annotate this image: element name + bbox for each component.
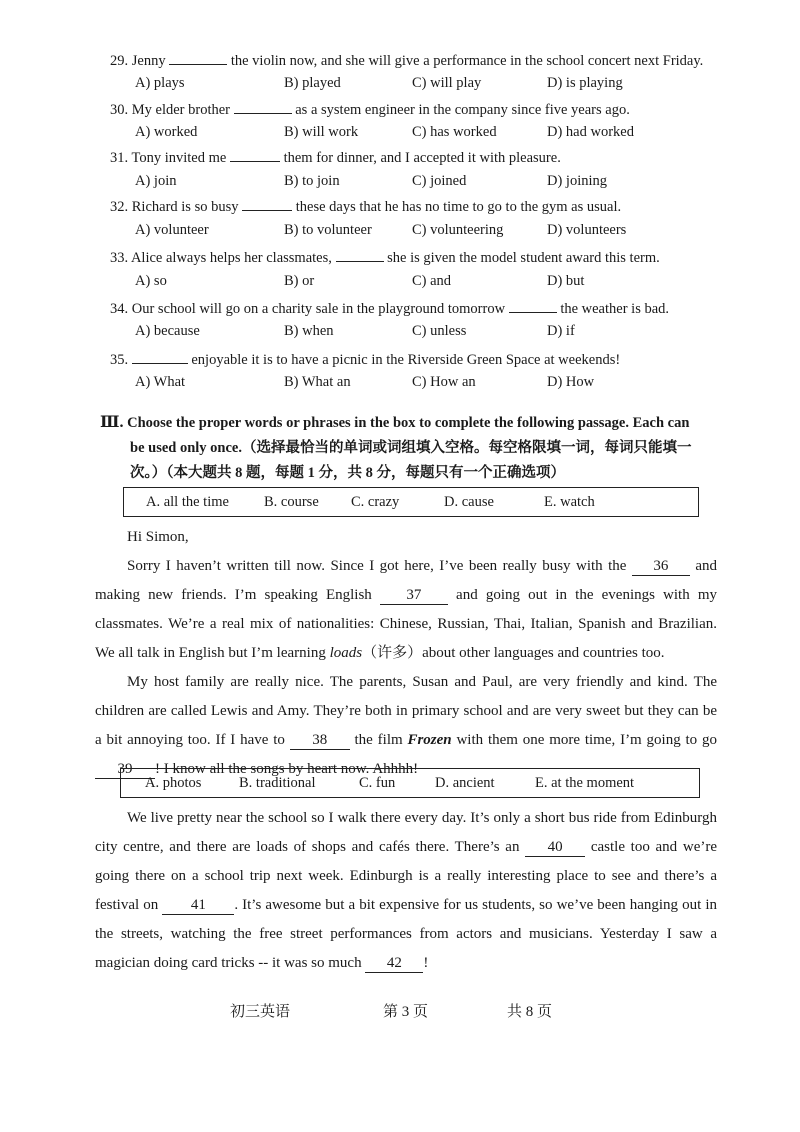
word-box-2 [120, 768, 700, 798]
option-a: A) so [135, 273, 167, 289]
footer-total-pages: 共 8 页 [507, 1004, 553, 1020]
question-35 [110, 351, 620, 369]
word-box-option: E. at the moment [535, 775, 635, 791]
paragraph-2 [95, 668, 717, 784]
option-a: A) What [135, 374, 186, 390]
word-box-option: E. watch [544, 494, 595, 510]
word-box-1 [123, 487, 699, 517]
paragraph-text: the film [354, 732, 403, 748]
paragraph-text: ! [423, 955, 429, 971]
loads-word: loads [329, 645, 363, 661]
word-box-option: C. fun [359, 775, 396, 791]
option-a: A) join [135, 173, 177, 189]
option-b: B) played [284, 75, 341, 91]
letter-greeting: Hi Simon, [127, 529, 189, 545]
question-stem-post: enjoyable it is to have a picnic in the Riverside Green Space at weekends! [191, 352, 621, 368]
answer-blank [230, 149, 280, 162]
question-stem-pre: Richard is so busy [131, 199, 239, 215]
options-33 [135, 273, 735, 293]
option-c: C) volunteering [412, 222, 504, 238]
paragraph-text: castle too and we’re going there on a school trip next week. Edinburgh is a really interesting place to see and there’s a festival on [95, 839, 717, 913]
paragraph-text: and making new friends. I’m speaking English [95, 558, 718, 603]
question-34 [110, 300, 669, 318]
blank-39: 39 [95, 760, 155, 779]
question-number: 33. [110, 250, 129, 266]
word-box-option: D. cause [444, 494, 494, 510]
question-stem-post: as a system engineer in the company since five years ago. [295, 102, 630, 118]
paragraph-text: （许多）about other languages and countries too. [362, 645, 665, 661]
blank-41: 41 [162, 896, 234, 915]
question-stem-post: these days that he has no time to go to the gym as usual. [295, 199, 622, 215]
options-30 [135, 124, 735, 144]
option-d: D) but [547, 273, 585, 289]
option-d: D) joining [547, 173, 608, 189]
options-35 [135, 374, 735, 394]
film-title: Frozen [407, 732, 452, 748]
question-32 [110, 198, 621, 216]
paragraph-3 [95, 804, 717, 978]
question-number: 30. [110, 102, 129, 118]
blank-37: 37 [380, 586, 448, 605]
paragraph-text: ! I know all the songs by heart now. Ahhhh! [155, 761, 419, 777]
question-stem-post: she is given the model student award this term. [387, 250, 660, 266]
option-a: A) worked [135, 124, 198, 140]
option-b: B) to volunteer [284, 222, 372, 238]
option-a: A) volunteer [135, 222, 209, 238]
option-c: C) joined [412, 173, 467, 189]
question-33 [110, 249, 660, 267]
answer-blank [242, 198, 292, 211]
paragraph-text: with them one more time, I’m going to go [456, 732, 717, 748]
answer-blank [336, 249, 384, 262]
question-stem-post: the weather is bad. [560, 301, 670, 317]
option-b: B) to join [284, 173, 340, 189]
paragraph-text: My host family are really nice. The parents, Susan and Paul, are very friendly and kind. The children are called Lewis and Amy. They’re both in primary school and are very sweet but they can be a bit annoying too. If I have to [95, 674, 717, 748]
options-29 [135, 75, 735, 95]
question-number: 29. [110, 53, 129, 69]
question-stem-pre: My elder brother [131, 102, 230, 118]
blank-38: 38 [290, 731, 350, 750]
question-29 [110, 52, 703, 70]
section-3-instructions [100, 410, 710, 486]
word-box-option: A. all the time [146, 494, 229, 510]
blank-42: 42 [365, 954, 423, 973]
option-b: B) when [284, 323, 334, 339]
instruction-line-2: be used only once.（选择最恰当的单词或词组填入空格。每空格限填一词，每词只能填一 [130, 440, 692, 456]
paragraph-text: Sorry I haven’t written till now. Since I got here, I’ve been really busy with the [127, 558, 627, 574]
section-numeral: Ⅲ. [100, 414, 124, 431]
question-stem-post: the violin now, and she will give a performance in the school concert next Friday. [230, 53, 704, 69]
word-box-option: A. photos [145, 775, 202, 791]
question-number: 35. [110, 352, 129, 368]
question-stem-pre: Jenny [131, 53, 166, 69]
option-b: B) or [284, 273, 315, 289]
question-stem-pre: Alice always helps her classmates, [130, 250, 332, 266]
word-box-option: B. traditional [239, 775, 316, 791]
question-stem-post: them for dinner, and I accepted it with pleasure. [283, 150, 561, 166]
footer-page-number: 第 3 页 [383, 1004, 429, 1020]
option-c: C) How an [412, 374, 476, 390]
option-b: B) will work [284, 124, 359, 140]
question-stem-pre: Our school will go on a charity sale in the playground tomorrow [131, 301, 506, 317]
option-d: D) How [547, 374, 595, 390]
blank-40: 40 [525, 838, 585, 857]
question-number: 34. [110, 301, 129, 317]
option-c: C) has worked [412, 124, 497, 140]
question-31 [110, 149, 561, 167]
options-31 [135, 173, 735, 193]
answer-blank [132, 351, 188, 364]
blank-36: 36 [632, 557, 690, 576]
instruction-line-1: Choose the proper words or phrases in the box to complete the following passage. Each can [127, 415, 690, 431]
option-a: A) plays [135, 75, 185, 91]
paragraph-text: and going out in the evenings with my classmates. We’re a real mix of nationalities: Chinese, Russian, Thai, Italian, Spanish and Brazilian. We all talk in English but I’m learning [95, 587, 718, 661]
answer-blank [169, 52, 227, 65]
question-number: 32. [110, 199, 129, 215]
question-stem-pre: Tony invited me [131, 150, 227, 166]
footer-subject: 初三英语 [230, 1004, 291, 1020]
options-32 [135, 222, 735, 242]
option-c: C) and [412, 273, 452, 289]
option-d: D) is playing [547, 75, 623, 91]
paragraph-text: We live pretty near the school so I walk there every day. It’s only a short bus ride from Edinburgh city centre, and there are loads of shops and cafés there. There’s an [95, 810, 717, 855]
paragraph-1 [95, 552, 717, 668]
option-d: D) volunteers [547, 222, 627, 238]
question-30 [110, 101, 630, 119]
word-box-option: C. crazy [351, 494, 400, 510]
option-d: D) had worked [547, 124, 634, 140]
answer-blank [509, 300, 557, 313]
option-c: C) will play [412, 75, 482, 91]
question-number: 31. [110, 150, 129, 166]
option-b: B) What an [284, 374, 351, 390]
option-a: A) because [135, 323, 200, 339]
passage-part-2 [95, 804, 717, 978]
answer-blank [234, 101, 292, 114]
word-box-option: D. ancient [435, 775, 495, 791]
instruction-line-3: 次。）（本大题共 8 题，每题 1 分，共 8 分，每题只有一个正确选项） [130, 465, 565, 481]
options-34 [135, 323, 735, 343]
option-d: D) if [547, 323, 575, 339]
word-box-option: B. course [264, 494, 319, 510]
paragraph-text: . It’s awesome but a bit expensive for us students, so we’ve been hanging out in the streets, watching the free street performances from actors and musicians. Yesterday I saw a magician doing card tricks -- it was so much [95, 897, 717, 971]
option-c: C) unless [412, 323, 467, 339]
passage-part-1 [95, 523, 717, 784]
